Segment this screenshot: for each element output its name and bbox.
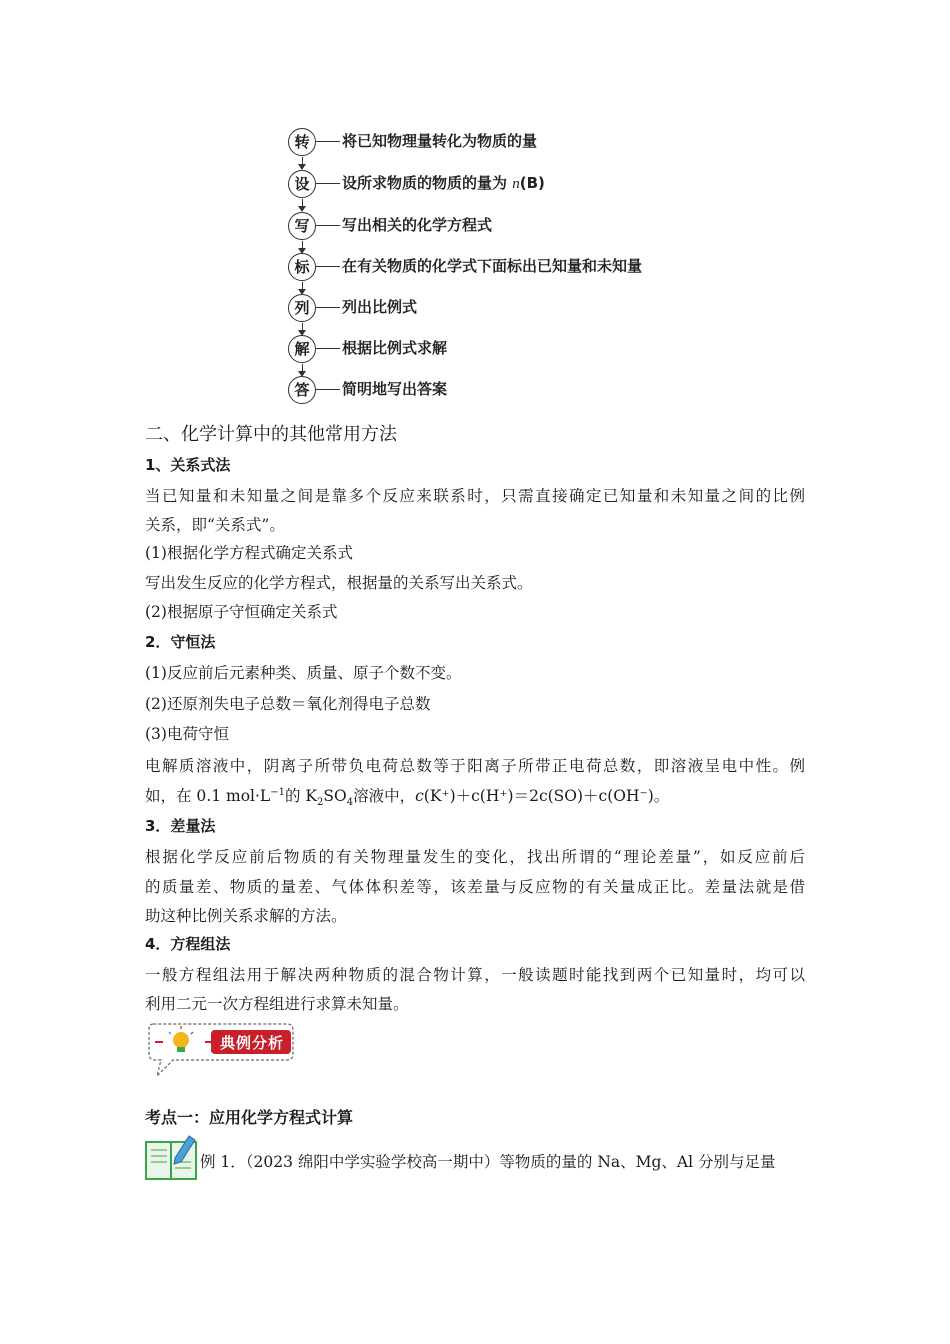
paragraph: 当已知量和未知量之间是靠多个反应来联系时，只需直接确定已知量和未知量之间的比例: [145, 487, 805, 505]
connector-dash: [316, 348, 340, 349]
paragraph: 利用二元一次方程组进行求算未知量。: [145, 995, 409, 1013]
badge-label: 典例分析: [219, 1034, 284, 1052]
flow-arrow: [302, 199, 303, 210]
flow-step-1: [288, 128, 708, 158]
topic-title: 考点一：应用化学方程式计算: [145, 1108, 354, 1127]
connector-dash: [316, 389, 340, 390]
connector-dash: [316, 183, 340, 184]
paragraph: 电解质溶液中，阴离子所带负电荷总数等于阳离子所带正电荷总数，即溶液呈电中性。例: [145, 757, 805, 775]
sub-item: (1)根据化学方程式确定关系式: [145, 544, 353, 562]
example-1-text: 例 1．（2023 绵阳中学实验学校高一期中）等物质的量的 Na、Mg、Al 分别与足量: [200, 1153, 776, 1171]
flow-arrow: [302, 364, 303, 375]
step-text: 设所求物质的物质的量为 n(B): [342, 174, 545, 192]
paragraph-equation: 如，在 0.1 $mol\cdot L^{-1}$的 $K_2SO_4$溶液中，c(K⁺)＋c(H⁺)＝2c(SO)＋c(OH⁻)。: [145, 786, 670, 809]
example-analysis-badge: [145, 1018, 297, 1080]
method-2-title: 2．守恒法: [145, 633, 216, 651]
sub-item: (2)还原剂失电子总数＝氧化剂得电子总数: [145, 695, 431, 713]
step-text: 列出比例式: [342, 298, 418, 316]
flow-step-7: [288, 376, 708, 406]
paragraph: 根据化学反应前后物质的有关物理量发生的变化，找出所谓的“理论差量”，如反应前后: [145, 848, 805, 866]
paragraph: 关系，即“关系式”。: [145, 516, 285, 534]
step-text: 简明地写出答案: [342, 380, 448, 398]
book-pencil-icon: [145, 1134, 197, 1180]
step-text: 将已知物理量转化为物质的量: [342, 132, 538, 150]
section-heading: 二、化学计算中的其他常用方法: [145, 424, 397, 445]
paragraph: 一般方程组法用于解决两种物质的混合物计算，一般读题时能找到两个已知量时，均可以: [145, 966, 805, 984]
flow-arrow: [302, 323, 303, 334]
step-text: 在有关物质的化学式下面标出已知量和未知量: [342, 257, 643, 275]
paragraph: 助这种比例关系求解的方法。: [145, 907, 347, 925]
flow-arrow: [302, 282, 303, 293]
step-circle: 答: [288, 376, 316, 404]
flow-step-5: [288, 294, 708, 324]
flow-step-2: [288, 170, 708, 200]
connector-dash: [316, 141, 340, 142]
step-circle: 设: [288, 170, 316, 198]
method-4-title: 4．方程组法: [145, 935, 231, 953]
sub-item: (3)电荷守恒: [145, 725, 229, 743]
flow-step-4: [288, 253, 708, 283]
flow-step-3: [288, 212, 708, 242]
sub-item: (2)根据原子守恒确定关系式: [145, 603, 338, 621]
method-1-title: 1、关系式法: [145, 456, 231, 474]
flow-arrow: [302, 241, 303, 252]
step-circle: 转: [288, 128, 316, 156]
step-circle: 解: [288, 335, 316, 363]
paragraph: 的质量差、物质的量差、气体体积差等，该差量与反应物的有关量成正比。差量法就是借: [145, 878, 805, 896]
step-circle: 写: [288, 212, 316, 240]
step-circle: 标: [288, 253, 316, 281]
step-text: 写出相关的化学方程式: [342, 216, 493, 234]
connector-dash: [316, 225, 340, 226]
flow-step-6: [288, 335, 708, 365]
step-text: 根据比例式求解: [342, 339, 448, 357]
connector-dash: [316, 266, 340, 267]
sub-item: (1)反应前后元素种类、质量、原子个数不变。: [145, 664, 462, 682]
flow-arrow: [302, 157, 303, 168]
connector-dash: [316, 307, 340, 308]
step-circle: 列: [288, 294, 316, 322]
method-3-title: 3．差量法: [145, 817, 216, 835]
paragraph: 写出发生反应的化学方程式，根据量的关系写出关系式。: [145, 574, 533, 592]
